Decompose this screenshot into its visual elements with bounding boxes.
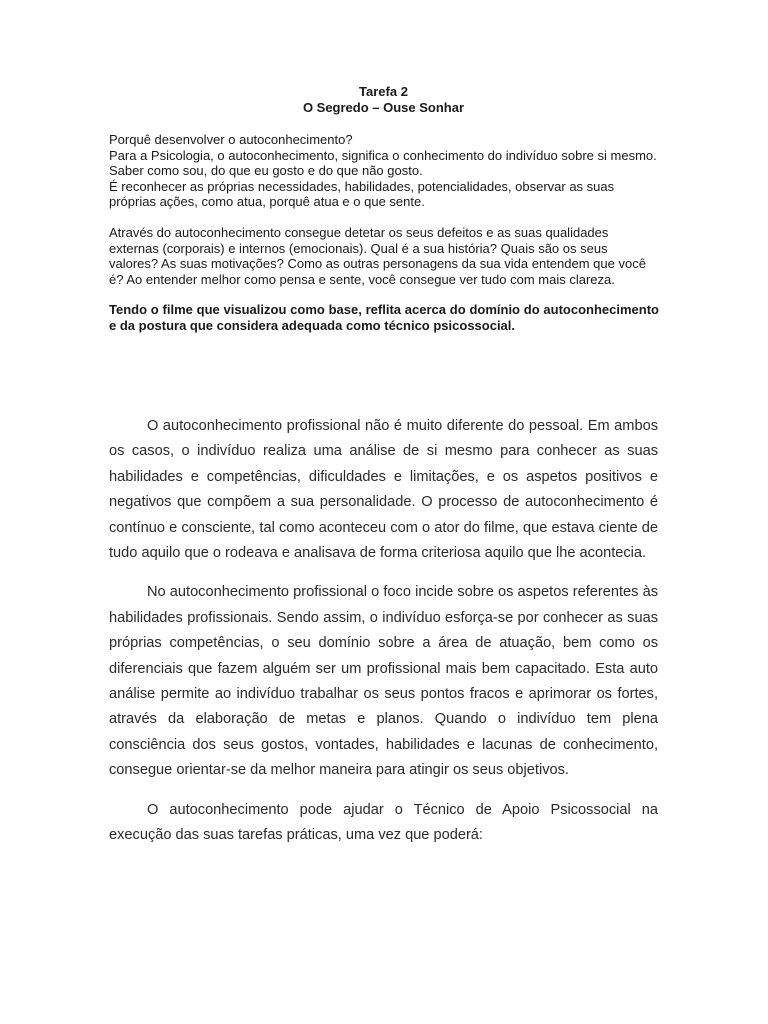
document-title: Tarefa 2 xyxy=(359,84,408,99)
answer-section xyxy=(109,414,658,863)
intro-likes: Saber como sou, do que eu gosto e do que não gosto. xyxy=(109,163,423,179)
task-instruction: Tendo o filme que visualizou como base, reflita acerca do domínio do autoconhecimento e da postura que considera adequada como técnico psicossocial. xyxy=(109,302,659,333)
answer-paragraph-1: O autoconhecimento profissional não é muito diferente do pessoal. Em ambos os casos, o indivíduo realiza uma análise de si mesmo para conhecer as suas habilidades e competências, dificuldades e limitações, e os aspetos positivos e negativos que compõem a sua personalidade. O processo de autoconhecimento é contínuo e consciente, tal como aconteceu com o ator do filme, que estava ciente de tudo aquilo que o rodeava e analisava de forma criteriosa aquilo que lhe acontecia. xyxy=(109,418,658,562)
paragraph-gap xyxy=(109,287,659,302)
intro-recognition: É reconhecer as próprias necessidades, habilidades, potencialidades, observar as suas próprias ações, como atua, porquê atua e o que sente. xyxy=(109,178,615,210)
intro-question: Porquê desenvolver o autoconhecimento? xyxy=(109,132,353,147)
document-header xyxy=(109,84,658,116)
document-subtitle: O Segredo – Ouse Sonhar xyxy=(302,100,465,115)
answer-paragraph-2: No autoconhecimento profissional o foco incide sobre os aspetos referentes às habilidades profissionais. Sendo assim, o indivíduo esforça-se por conhecer as suas próprias competências, o seu domínio sobre a área de atuação, bem como os diferenciais que fazem alguém ser um profissional mais bem capacitado. Esta auto análise permite ao indivíduo trabalhar os seus pontos fracos e aprimorar os fortes, através da elaboração de metas e planos. Quando o indivíduo tem plena consciência dos seus gostos, vontades, habilidades e lacunas de conhecimento, consegue orientar-se da melhor maneira para atingir os seus objetivos. xyxy=(109,584,658,779)
answer-paragraph-3: O autoconhecimento pode ajudar o Técnico de Apoio Psicossocial na execução das suas tarefas práticas, uma vez que poderá: xyxy=(109,801,658,844)
intro-definition: Para a Psicologia, o autoconhecimento, significa o conhecimento do indivíduo sobre si mesmo. xyxy=(109,147,657,163)
paragraph-gap xyxy=(109,210,659,225)
intro-paragraph: Através do autoconhecimento consegue detetar os seus defeitos e as suas qualidades externas (corporais) e internos (emocionais). Qual é a sua história? Quais são os seus valores? As suas motivações? Como as outras personagens da sua vida entendem que você é? Ao entender melhor como pensa e sente, você consegue ver tudo com mais clareza. xyxy=(109,224,646,287)
intro-section xyxy=(109,132,659,334)
